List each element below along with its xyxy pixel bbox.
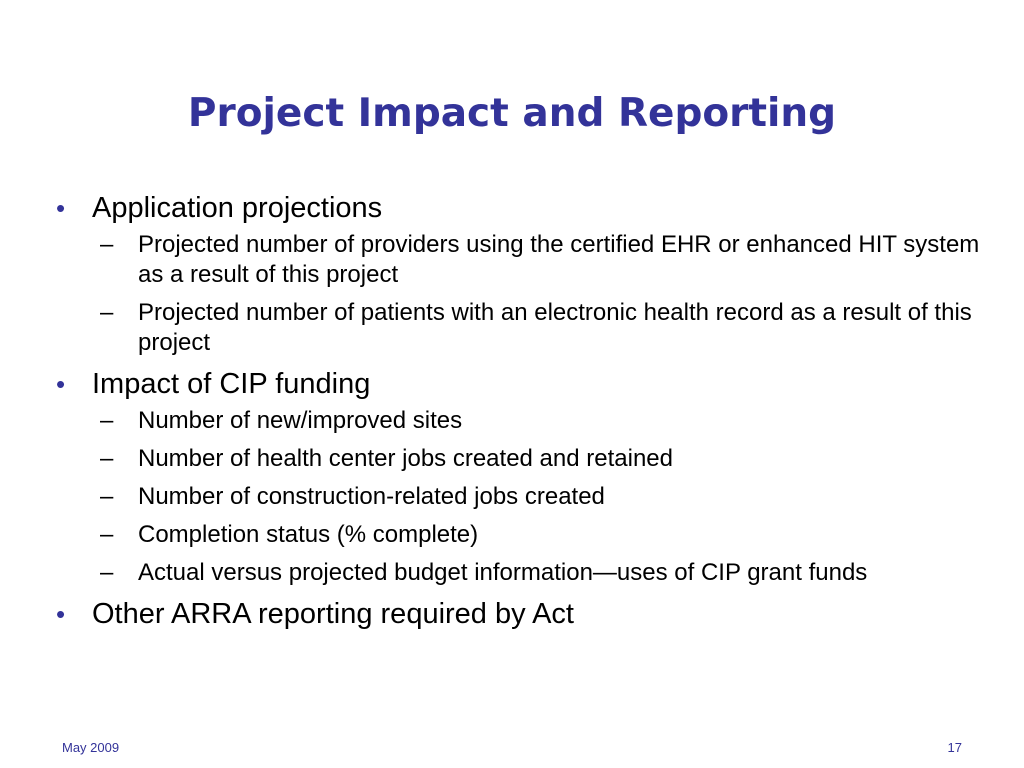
sub-item	[100, 444, 982, 474]
footer-date: May 2009	[62, 740, 120, 755]
sub-text: Actual versus projected budget information—uses of CIP grant funds	[138, 559, 868, 586]
bullet-icon: •	[56, 193, 66, 223]
dash-icon: –	[100, 407, 114, 434]
dash-icon: –	[100, 559, 114, 586]
bullet-item	[52, 190, 982, 226]
bullet-item	[52, 366, 982, 402]
dash-icon: –	[100, 521, 114, 548]
sub-item	[100, 406, 982, 436]
bullet-text: Impact of CIP funding	[92, 368, 371, 400]
sub-text: Projected number of patients with an electronic health record as a result of this project	[138, 299, 972, 356]
sub-item	[100, 230, 982, 290]
bullet-text: Application projections	[92, 192, 383, 224]
sub-item	[100, 558, 982, 588]
bullet-icon: •	[56, 599, 66, 629]
slide-body	[52, 190, 982, 642]
dash-icon: –	[100, 445, 114, 472]
bullet-icon: •	[56, 369, 66, 399]
sub-text: Completion status (% complete)	[138, 521, 479, 548]
sub-text: Number of new/improved sites	[138, 407, 463, 434]
bullet-item	[52, 596, 982, 632]
sub-text: Number of health center jobs created and retained	[138, 445, 673, 472]
sub-item	[100, 482, 982, 512]
page-number: 17	[947, 740, 962, 755]
dash-icon: –	[100, 299, 114, 326]
slide-title: Project Impact and Reporting	[187, 91, 837, 136]
sub-text: Number of construction-related jobs created	[138, 483, 605, 510]
sub-item	[100, 520, 982, 550]
sub-item	[100, 298, 982, 358]
sub-list	[100, 230, 982, 358]
dash-icon: –	[100, 483, 114, 510]
sub-list	[100, 406, 982, 588]
bullet-text: Other ARRA reporting required by Act	[92, 598, 574, 630]
dash-icon: –	[100, 231, 114, 258]
sub-text: Projected number of providers using the certified EHR or enhanced HIT system as a result of this project	[138, 231, 980, 288]
